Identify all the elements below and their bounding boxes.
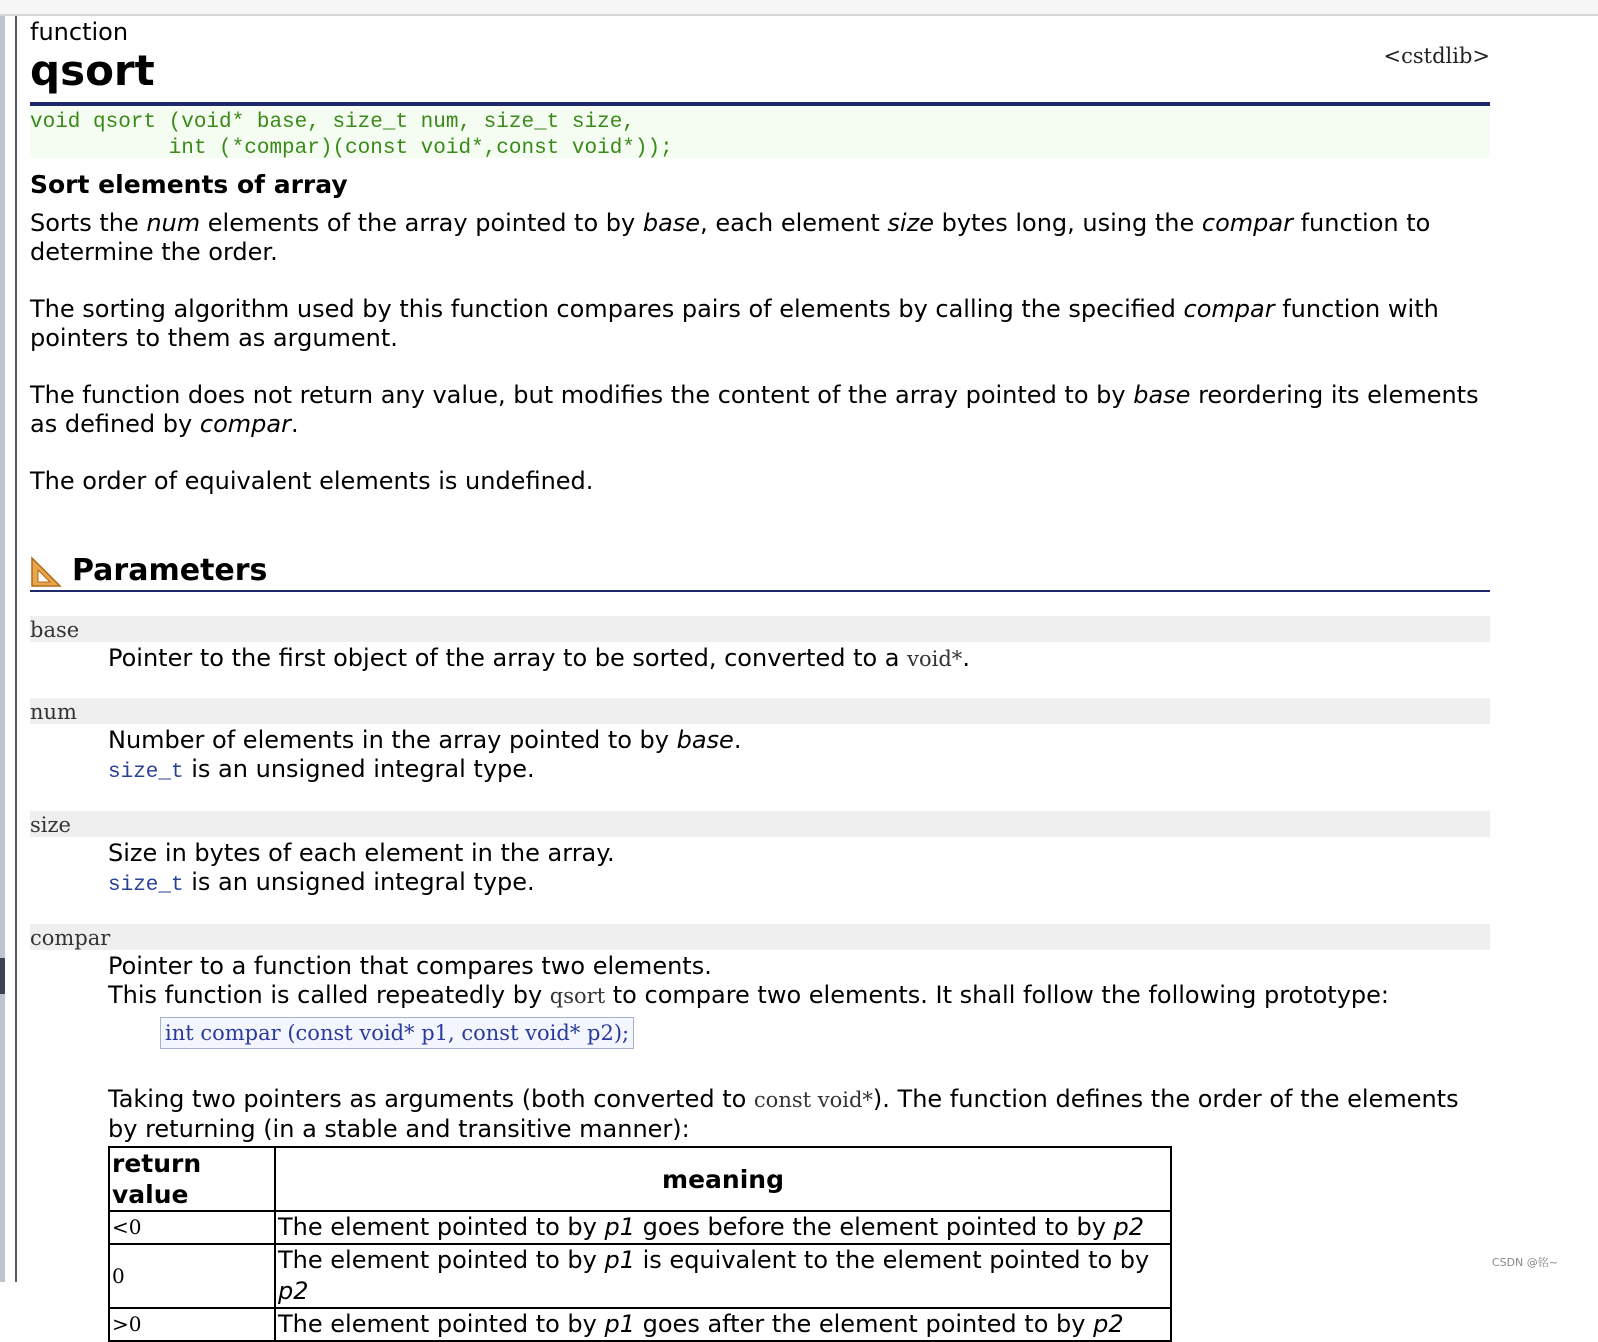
table-row: >0 The element pointed to by p1 goes after the element pointed to by p2 [109, 1308, 1171, 1341]
param-size [30, 811, 1490, 900]
prototype-line-2: int (*compar)(const void*,const void*)); [30, 137, 673, 160]
description-paragraph-1: Sorts the num elements of the array pointed to by base, each element size bytes long, using the compar function to determine the order. [30, 209, 1431, 266]
watermark: CSDN @铭~ [1491, 1256, 1558, 1269]
description-paragraph-3: The function does not return any value, but modifies the content of the array pointed to by base reordering its elements as defined by compar. [30, 381, 1479, 438]
parameters-heading [30, 552, 1490, 592]
param-description: Size in bytes of each element in the array. size_t is an unsigned integral type. [108, 839, 615, 897]
param-num [30, 698, 1490, 787]
browser-top-bar [0, 0, 1598, 16]
summary-title: Sort elements of array [30, 170, 348, 199]
function-prototype [30, 106, 1490, 158]
description-paragraph-2: The sorting algorithm used by this function compares pairs of elements by calling the specified compar function with pointers to them as argument. [30, 295, 1439, 352]
left-rail-marker[interactable] [0, 958, 5, 994]
prototype-line-1: void qsort (void* base, size_t num, size_t size, [30, 111, 635, 134]
header-meaning: meaning [275, 1147, 1171, 1211]
param-description: Pointer to the first object of the array to be sorted, converted to a void*. [108, 644, 970, 672]
parameters-title: Parameters [72, 553, 268, 588]
param-name: compar [30, 924, 1490, 950]
size_t-link[interactable]: size_t [108, 874, 184, 897]
left-border-line [15, 16, 17, 1282]
param-description: Number of elements in the array pointed to by base. size_t is an unsigned integral type. [108, 726, 742, 784]
param-compar [30, 924, 1490, 1342]
table-header-row [109, 1147, 1171, 1211]
left-scroll-rail[interactable] [0, 16, 5, 1282]
return-value-table [108, 1146, 1172, 1342]
set-square-icon [30, 556, 62, 588]
compar-prototype: int compar (const void* p1, const void* p2); [160, 1017, 634, 1049]
header-name-link[interactable]: <cstdlib> [1383, 44, 1490, 68]
param-name: size [30, 811, 1490, 837]
size_t-link[interactable]: size_t [108, 761, 184, 784]
header-return-value: return value [109, 1147, 275, 1211]
description-paragraph-4: The order of equivalent elements is undefined. [30, 467, 594, 495]
table-row: 0 The element pointed to by p1 is equivalent to the element pointed to by p2 [109, 1244, 1171, 1308]
param-name: base [30, 616, 1490, 642]
page-title: qsort [30, 46, 155, 95]
param-base [30, 616, 1490, 674]
param-description: Pointer to a function that compares two elements. This function is called repeatedly by qsort to compare two elements. It shall follow the following prototype: int compar (const void* p1, const void* p2); Taking two pointers as arguments (both converted to const void*). The function defines the order of the elements by returning (in a stable and transitive manner): return value meaning <0 The element pointed to by p1 goes before the element pointed to by p2 0 The element pointed to by p1 is equivalent to the element pointed to by p2 >0 The element pointed to by p1 goes after the element pointed to by p2 [30, 952, 1490, 1342]
entity-kind: function [30, 18, 129, 46]
table-row: <0 The element pointed to by p1 goes before the element pointed to by p2 [109, 1211, 1171, 1244]
reference-content [30, 16, 1490, 1342]
param-name: num [30, 698, 1490, 724]
